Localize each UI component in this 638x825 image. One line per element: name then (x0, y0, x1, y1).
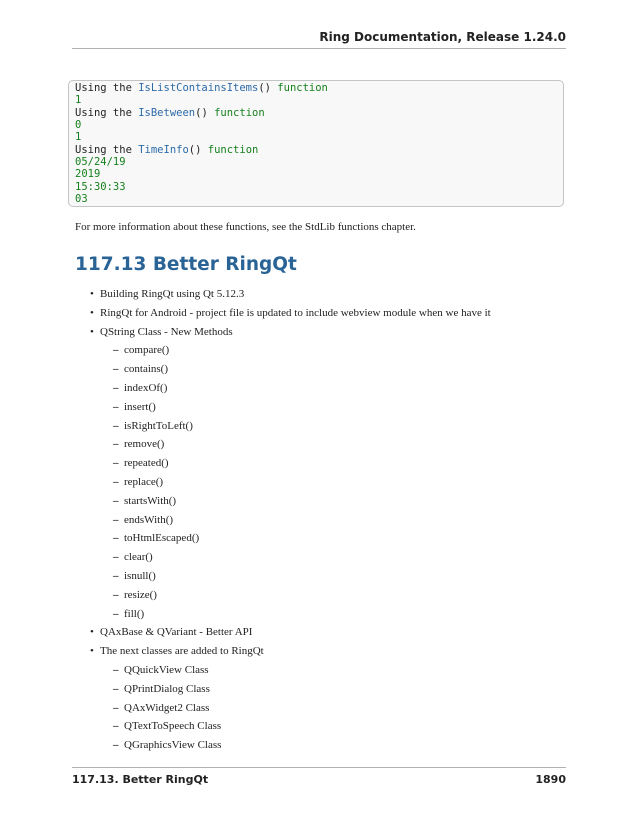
code-token: 15:30:33 (75, 180, 126, 193)
sub-list-item-text: repeated() (124, 457, 169, 470)
code-line (75, 168, 328, 180)
dash-mark: – (113, 438, 119, 451)
code-token: Using the (75, 82, 139, 94)
sub-list-item-text: replace() (124, 476, 164, 488)
dash-mark: – (113, 739, 119, 752)
code-line (75, 107, 328, 119)
footer-divider (72, 767, 566, 768)
dash-mark: – (113, 382, 119, 394)
code-line (75, 193, 328, 205)
code-token: () (188, 143, 208, 156)
bullet-mark: • (90, 288, 94, 300)
sub-list-item-text: isnull() (124, 570, 156, 582)
list-item-text: QString Class - New Methods (100, 325, 233, 338)
dash-mark: – (113, 494, 119, 507)
list-item-text: QAxBase & QVariant - Better API (100, 626, 253, 639)
header-divider (72, 48, 566, 49)
code-token: function (207, 143, 259, 156)
sub-list-item-text: QTextToSpeech Class (124, 720, 222, 733)
sub-list-item-text: endsWith() (124, 513, 174, 526)
sub-list-item-text: QQuickView Class (124, 664, 209, 676)
bullet-mark: • (90, 325, 94, 338)
dash-mark: – (113, 551, 119, 564)
code-token: 1 (75, 131, 82, 144)
dash-mark: – (113, 344, 119, 357)
list-item-text: RingQt for Android - project file is updated to include webview module when we have it (100, 306, 491, 319)
dash-mark: – (113, 701, 119, 714)
sub-list-item-text: contains() (124, 363, 168, 376)
dash-mark: – (113, 476, 119, 488)
code-line (75, 156, 328, 168)
code-token: 03 (75, 193, 88, 206)
page-header: Ring Documentation, Release 1.24.0 (319, 30, 566, 44)
dash-mark: – (113, 607, 119, 620)
list-item-text: Building RingQt using Qt 5.12.3 (100, 288, 245, 300)
dash-mark: – (113, 457, 119, 470)
sub-list-item-text: QPrintDialog Class (124, 682, 210, 695)
bullet-mark: • (90, 306, 94, 319)
dash-mark: – (113, 570, 119, 582)
sub-list-item-text: toHtmlEscaped() (124, 532, 200, 545)
code-line (75, 82, 328, 94)
code-line (75, 119, 328, 131)
code-token: () (195, 106, 215, 119)
dash-mark: – (113, 532, 119, 545)
sub-list-item-text: insert() (124, 400, 156, 413)
dash-mark: – (113, 720, 119, 733)
page-number: 1890 (535, 773, 566, 786)
code-token: () (258, 82, 278, 94)
code-token: function (277, 82, 328, 94)
sub-list-item-text: compare() (124, 344, 170, 357)
paragraph: For more information about these functions, see the StdLib functions chapter. (75, 221, 416, 233)
dash-mark: – (113, 363, 119, 376)
code-line (75, 181, 328, 193)
code-token: 0 (75, 119, 82, 132)
code-token: function (214, 106, 265, 119)
code-token: 05/24/19 (75, 156, 126, 169)
dash-mark: – (113, 400, 119, 413)
code-line (75, 131, 328, 143)
code-token: Using the (75, 143, 139, 156)
code-token: 2019 (75, 168, 101, 181)
sub-list-item-text: remove() (124, 438, 165, 451)
bullet-mark: • (90, 626, 94, 639)
code-token: Using the (75, 106, 139, 119)
footer-section: 117.13. Better RingQt (72, 773, 209, 786)
bullet-mark: • (90, 645, 94, 658)
sub-list-item-text: isRightToLeft() (124, 419, 193, 432)
code-token: 1 (75, 94, 82, 107)
dash-mark: – (113, 513, 119, 526)
sub-list-item-text: QAxWidget2 Class (124, 701, 210, 714)
code-lines (75, 82, 328, 205)
sub-list-item-text: clear() (124, 551, 153, 564)
sub-list-item-text: resize() (124, 588, 157, 601)
sub-list-item-text: fill() (124, 607, 145, 620)
code-token: TimeInfo (138, 143, 189, 156)
code-token: IsListContainsItems (138, 82, 259, 94)
section-title: 117.13 Better RingQt (75, 254, 297, 275)
code-token: IsBetween (138, 106, 196, 119)
dash-mark: – (113, 588, 119, 601)
code-line (75, 94, 328, 106)
list-item-text: The next classes are added to RingQt (100, 645, 264, 658)
code-line (75, 144, 328, 156)
dash-mark: – (113, 419, 119, 432)
dash-mark: – (113, 682, 119, 695)
sub-list-item-text: indexOf() (124, 382, 168, 394)
sub-list-item-text: QGraphicsView Class (124, 739, 222, 752)
sub-list-item-text: startsWith() (124, 494, 177, 507)
code-block (68, 80, 564, 207)
dash-mark: – (113, 664, 119, 676)
